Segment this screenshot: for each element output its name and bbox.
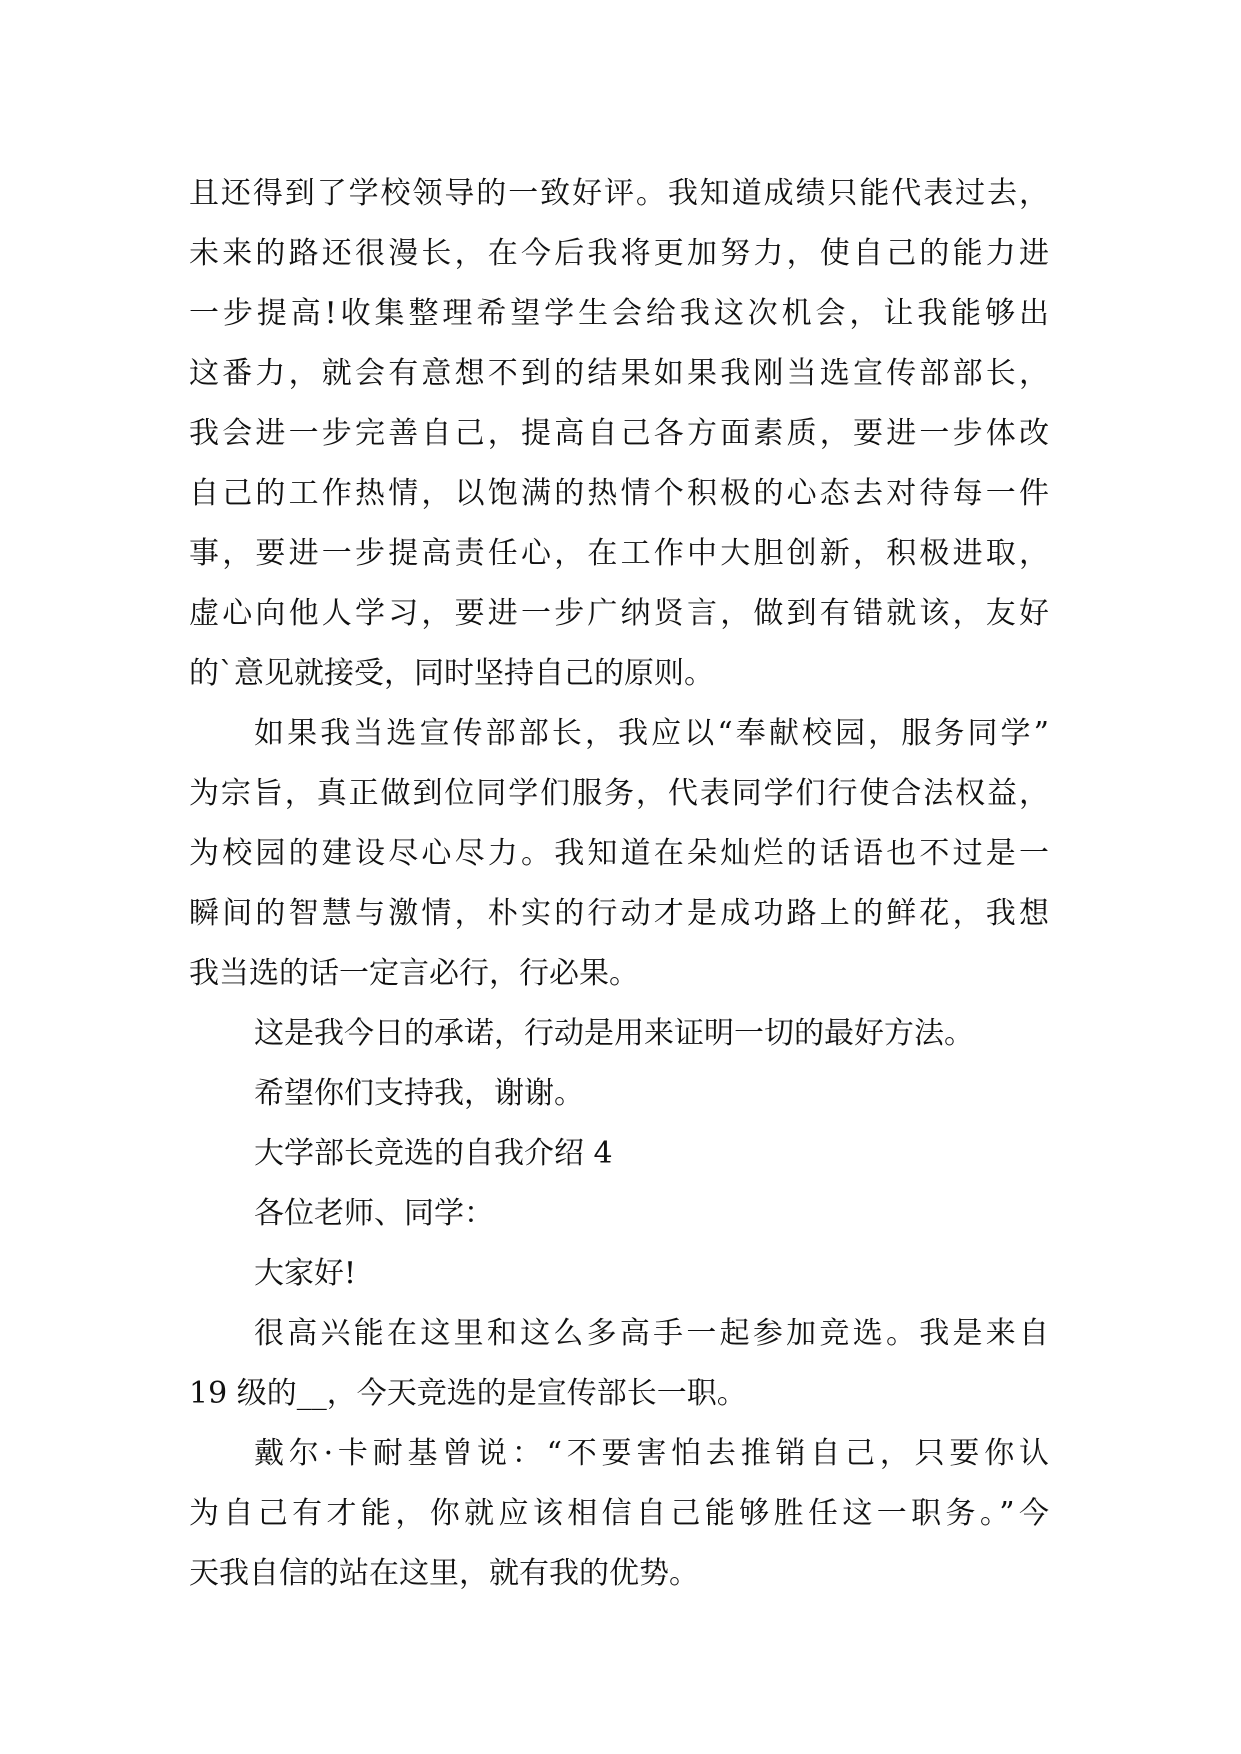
- section-heading: 大学部长竞选的自我介绍 4: [254, 1136, 613, 1171]
- text-line: 虚心向他人学习，要进一步广纳贤言，做到有错就该，友好: [189, 596, 1049, 631]
- text-line: 天我自信的站在这里，就有我的优势。: [189, 1556, 699, 1591]
- document-body-text: [189, 164, 1049, 1604]
- text-line: 为宗旨，真正做到位同学们服务，代表同学们行使合法权益，: [189, 776, 1049, 811]
- greeting: 大家好!: [254, 1256, 357, 1291]
- text-line: 为校园的建设尽心尽力。我知道在朵灿烂的话语也不过是一: [189, 836, 1049, 871]
- text-line: 戴尔·卡耐基曾说：“不要害怕去推销自己，只要你认: [254, 1436, 1049, 1471]
- text-line: 事，要进一步提高责任心，在工作中大胆创新，积极进取，: [189, 536, 1049, 571]
- text-line: 自己的工作热情，以饱满的热情个积极的心态去对待每一件: [189, 476, 1049, 511]
- salutation: 各位老师、同学：: [254, 1196, 494, 1231]
- text-line: 一步提高!收集整理希望学生会给我这次机会，让我能够出: [189, 296, 1049, 331]
- text-line: 瞬间的智慧与激情，朴实的行动才是成功路上的鲜花，我想: [189, 896, 1049, 931]
- text-line: 如果我当选宣传部部长，我应以“奉献校园，服务同学”: [254, 716, 1049, 751]
- text-line: 希望你们支持我，谢谢。: [254, 1076, 584, 1111]
- text-line: 未来的路还很漫长，在今后我将更加努力，使自己的能力进: [189, 236, 1049, 271]
- text-line: 我当选的话一定言必行，行必果。: [189, 956, 639, 991]
- text-line: 我会进一步完善自己，提高自己各方面素质，要进一步体改: [189, 416, 1049, 451]
- text-line: 且还得到了学校领导的一致好评。我知道成绩只能代表过去，: [189, 176, 1049, 211]
- text-line: 为自己有才能，你就应该相信自己能够胜任这一职务。”今: [189, 1496, 1049, 1531]
- text-line: 的`意见就接受，同时坚持自己的原则。: [189, 656, 714, 691]
- text-line: 19 级的__，今天竞选的是宣传部长一职。: [189, 1376, 747, 1411]
- text-line: 这番力，就会有意想不到的结果如果我刚当选宣传部部长，: [189, 356, 1049, 391]
- text-line: 很高兴能在这里和这么多高手一起参加竞选。我是来自: [254, 1316, 1049, 1351]
- text-line: 这是我今日的承诺，行动是用来证明一切的最好方法。: [254, 1016, 974, 1051]
